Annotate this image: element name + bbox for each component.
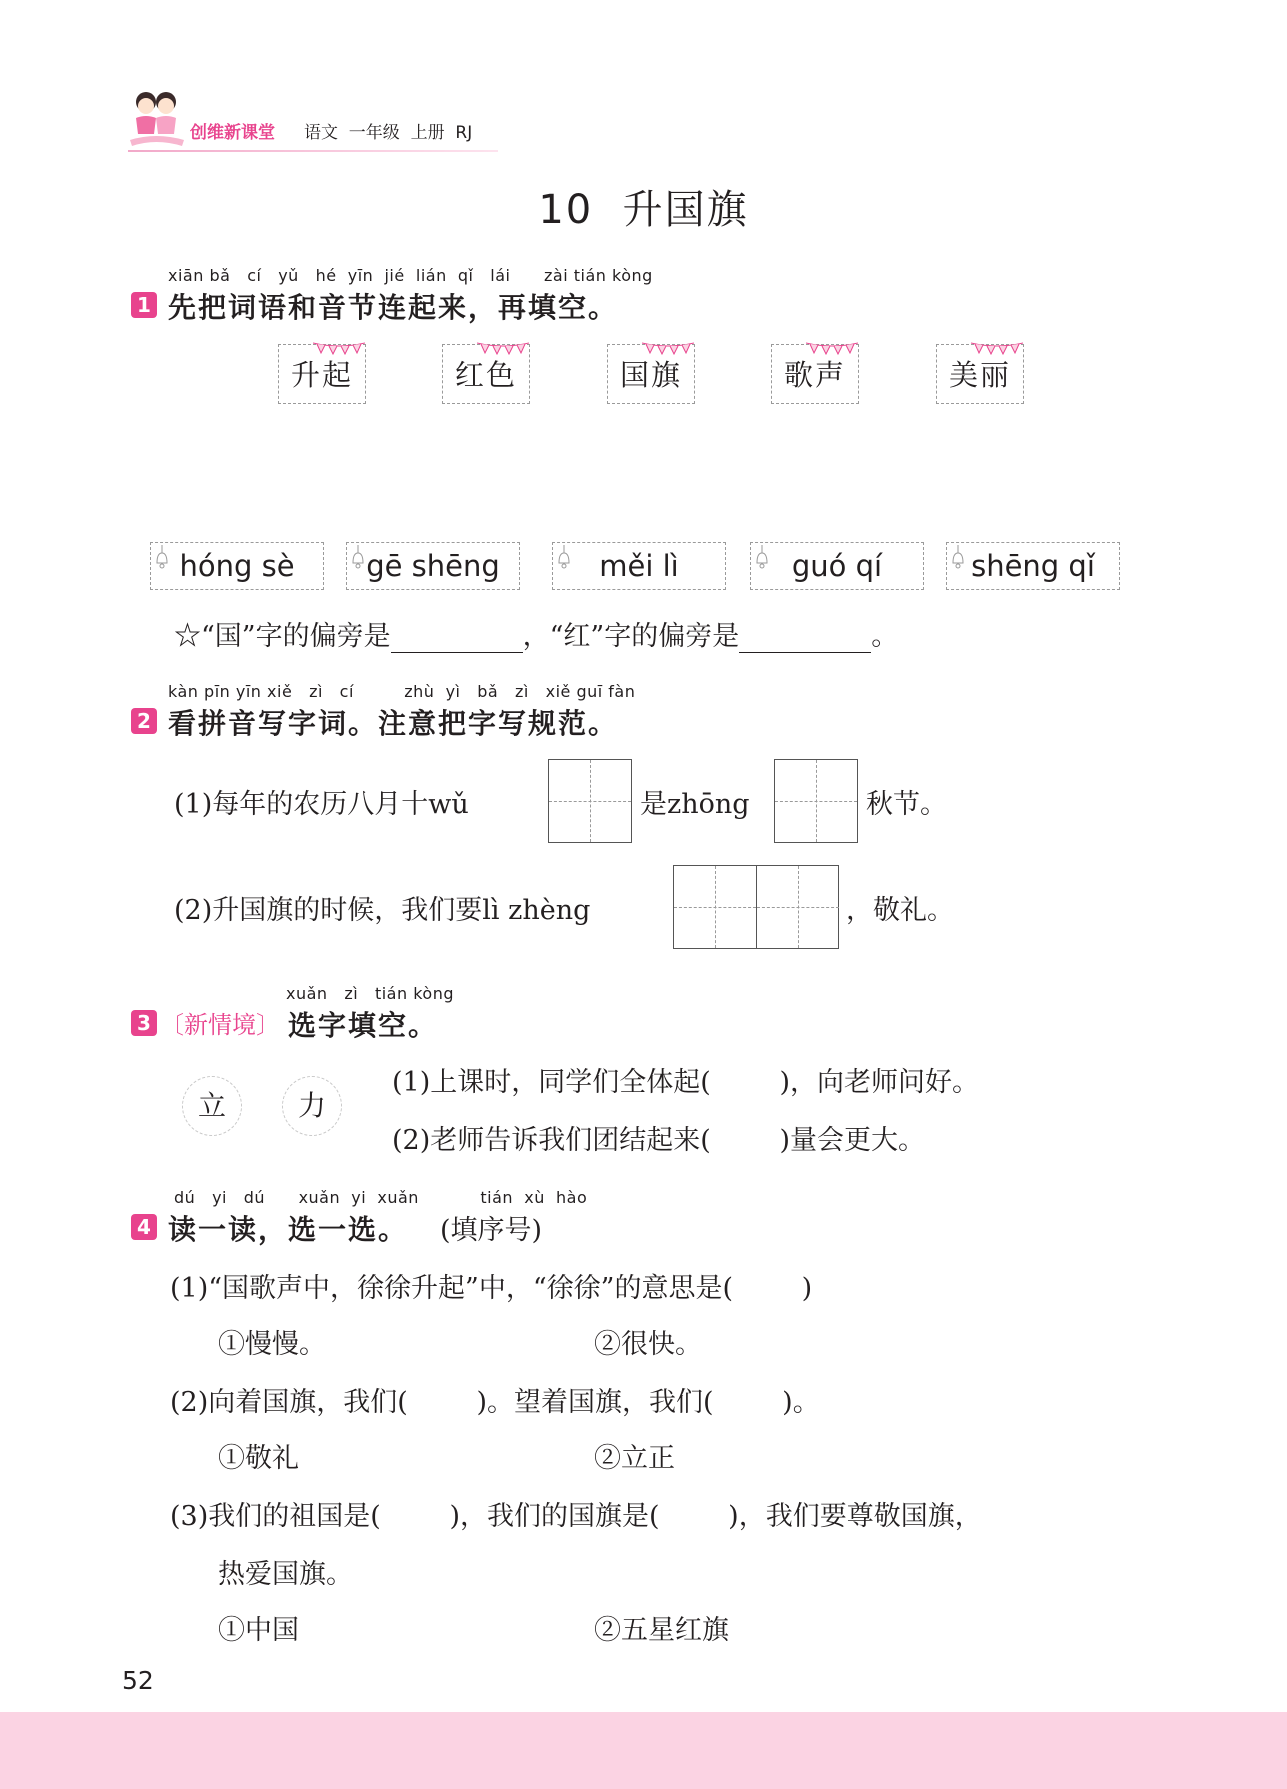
- header-divider: [128, 150, 498, 152]
- q3-title: 选字填空。: [288, 1009, 439, 1042]
- q4-item-2-opt-2[interactable]: ②立正: [594, 1443, 675, 1474]
- q2-number: 2: [131, 708, 157, 734]
- q2-item-1-end: 秋节。: [866, 789, 947, 820]
- q3-tag: 〔新情境〕: [160, 1011, 280, 1039]
- q4-item-1: (1)“国歌声中，徐徐升起”中，“徐徐”的意思是( ): [170, 1273, 813, 1304]
- q4-number: 4: [131, 1214, 157, 1240]
- q4-title: 读一读，选一选。: [168, 1213, 409, 1246]
- writing-grid[interactable]: [774, 759, 858, 843]
- q4-item-1-opt-2[interactable]: ②很快。: [594, 1329, 702, 1360]
- bunting-icon: [806, 341, 858, 355]
- q4-pinyin: dú yi dú xuǎn yi xuǎn tián xù hào: [174, 1188, 588, 1207]
- q4-item-2: (2)向着国旗，我们( )。望着国旗，我们( )。: [170, 1387, 820, 1418]
- syllable-box[interactable]: shēng qǐ: [946, 542, 1120, 590]
- bell-icon: [557, 545, 571, 569]
- option-char[interactable]: 力: [282, 1076, 342, 1136]
- q4-item-2-opt-1[interactable]: ①敬礼: [218, 1443, 299, 1474]
- page-number: 52: [122, 1666, 154, 1695]
- syllable-box[interactable]: měi lì: [552, 542, 726, 590]
- q2-item-2-end: ，敬礼。: [846, 895, 954, 926]
- lesson-title: 10 升国旗: [538, 187, 749, 233]
- answer-blank[interactable]: [739, 626, 871, 653]
- q1-fill-sentence: ☆“国”字的偏旁是 ，“红”字的偏旁是 。: [174, 621, 899, 652]
- answer-blank[interactable]: [391, 626, 523, 653]
- bunting-icon: [971, 341, 1023, 355]
- writing-grid[interactable]: [548, 759, 632, 843]
- q3-number: 3: [131, 1010, 157, 1036]
- star-icon: ☆: [174, 621, 201, 652]
- brand-name: 创维新课堂: [190, 123, 275, 143]
- bell-icon: [351, 545, 365, 569]
- q2-item-1-mid: 是zhōng: [640, 789, 750, 820]
- q2-item-2: (2)升国旗的时候，我们要lì zhèng: [174, 895, 591, 926]
- syllable-box[interactable]: guó qí: [750, 542, 924, 590]
- q4-item-1-opt-1[interactable]: ①慢慢。: [218, 1329, 326, 1360]
- q2-item-1: (1)每年的农历八月十wǔ: [174, 789, 469, 820]
- word-box[interactable]: 红色: [442, 344, 530, 404]
- bunting-icon: [477, 341, 529, 355]
- bell-icon: [155, 545, 169, 569]
- q2-title: 看拼音写字词。注意把字写规范。: [168, 707, 619, 740]
- q3-item-1: (1)上课时，同学们全体起( )，向老师问好。: [392, 1067, 979, 1098]
- bell-icon: [951, 545, 965, 569]
- word-box[interactable]: 美丽: [936, 344, 1024, 404]
- q1-pinyin: xiān bǎ cí yǔ hé yīn jié lián qǐ lái zài tián kòng: [168, 266, 653, 285]
- kids-mascot-icon: [126, 88, 188, 152]
- q4-item-3: (3)我们的祖国是( )，我们的国旗是( )，我们要尊敬国旗，: [170, 1501, 982, 1532]
- q1-number: 1: [131, 292, 157, 318]
- bunting-icon: [313, 341, 365, 355]
- bell-icon: [755, 545, 769, 569]
- bunting-icon: [642, 341, 694, 355]
- q4-item-3-opt-2[interactable]: ②五星红旗: [594, 1615, 729, 1646]
- syllable-box[interactable]: gē shēng: [346, 542, 520, 590]
- q4-title-note: (填序号): [440, 1215, 543, 1246]
- footer-band: [0, 1712, 1287, 1789]
- q2-pinyin: kàn pīn yīn xiě zì cí zhù yì bǎ zì xiě guī fàn: [168, 682, 636, 701]
- q4-item-3-opt-1[interactable]: ①中国: [218, 1615, 299, 1646]
- q1-title: 先把词语和音节连起来，再填空。: [168, 291, 619, 324]
- word-box[interactable]: 歌声: [771, 344, 859, 404]
- word-box[interactable]: 国旗: [607, 344, 695, 404]
- book-subject: 语文 一年级 上册 RJ: [304, 123, 473, 143]
- word-box[interactable]: 升起: [278, 344, 366, 404]
- q3-pinyin: xuǎn zì tián kòng: [286, 984, 454, 1003]
- option-char[interactable]: 立: [182, 1076, 242, 1136]
- q4-item-3-cont: 热爱国旗。: [218, 1559, 353, 1590]
- q3-item-2: (2)老师告诉我们团结起来( )量会更大。: [392, 1125, 925, 1156]
- writing-grid[interactable]: [673, 865, 839, 949]
- syllable-box[interactable]: hóng sè: [150, 542, 324, 590]
